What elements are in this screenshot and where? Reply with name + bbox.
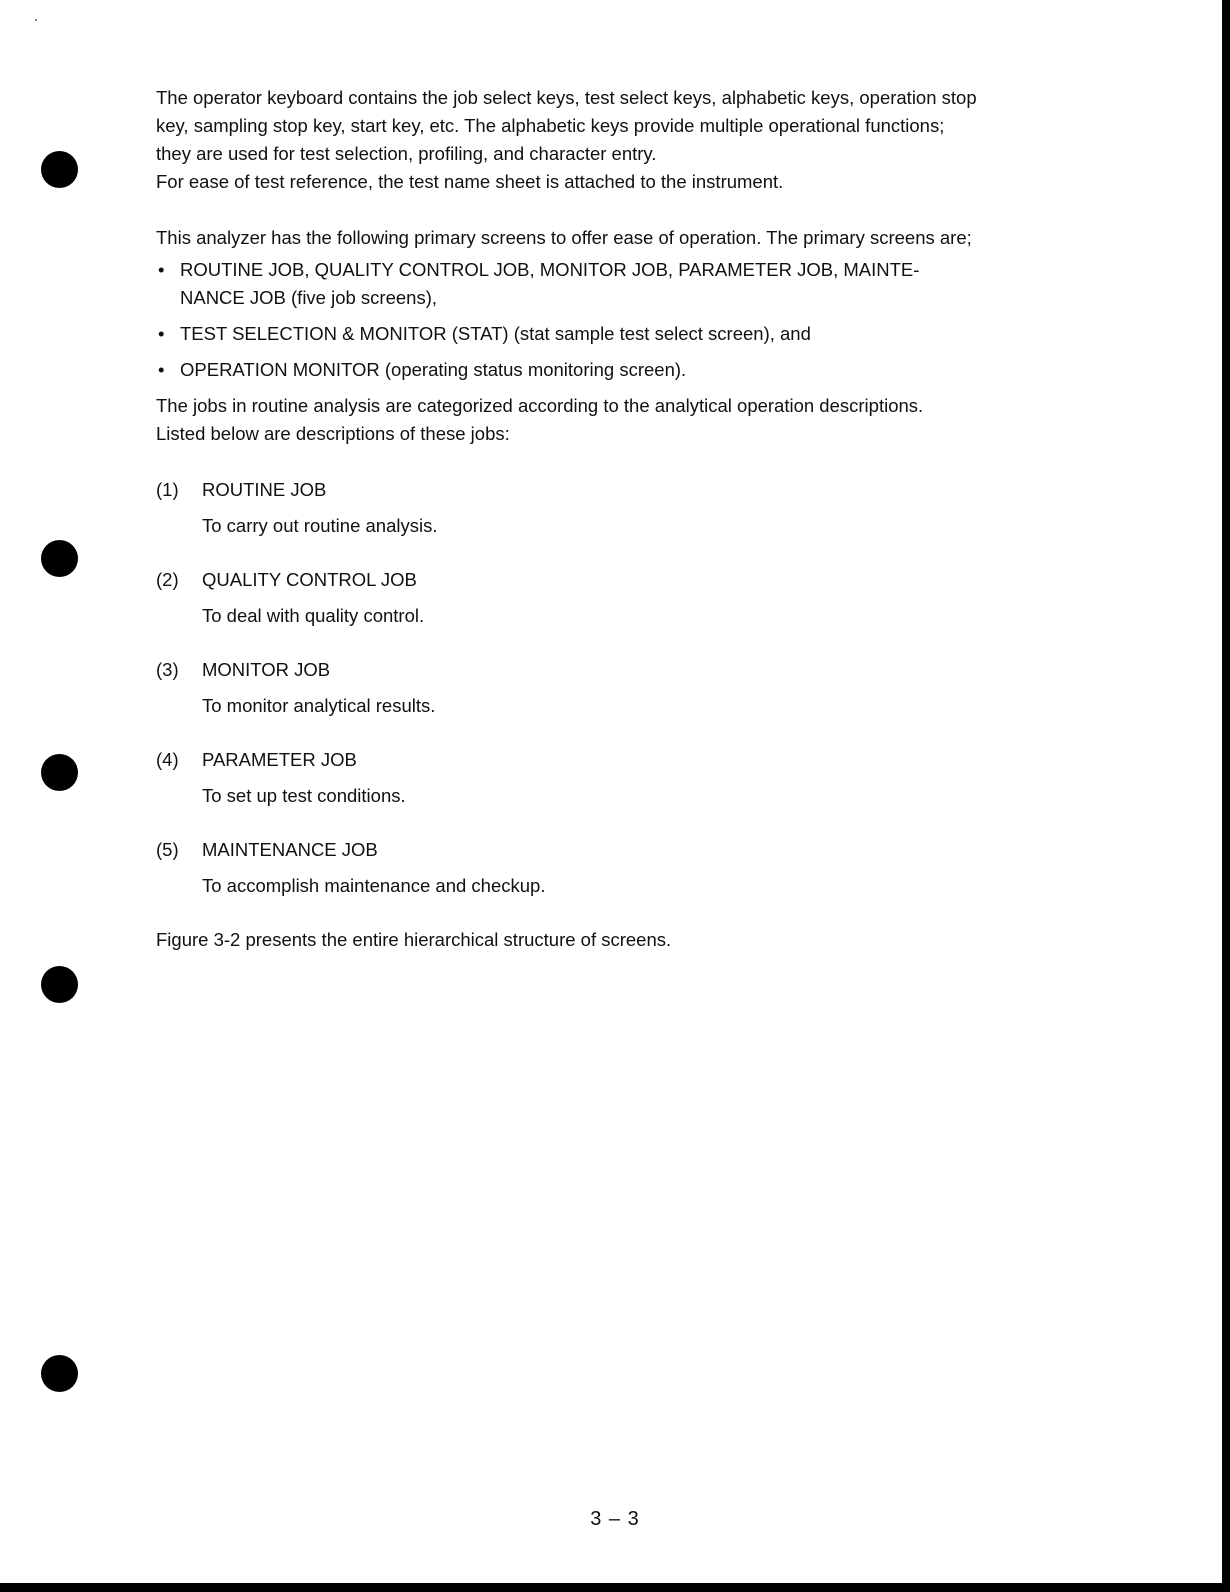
- scan-edge-bottom: [0, 1583, 1230, 1592]
- job-title: MONITOR JOB: [202, 659, 331, 680]
- figure-reference-paragraph: Figure 3-2 presents the entire hierarchical structure of screens.: [156, 929, 672, 950]
- jobs-intro-line: The jobs in routine analysis are categorized according to the analytical operation descriptions.: [156, 395, 924, 416]
- jobs-intro-line: Listed below are descriptions of these jobs:: [156, 423, 510, 444]
- job-entry: [156, 476, 1096, 540]
- job-description: To monitor analytical results.: [202, 695, 436, 716]
- job-description: To accomplish maintenance and checkup.: [202, 875, 546, 896]
- job-title: QUALITY CONTROL JOB: [202, 569, 417, 590]
- bullet-icon: •: [158, 323, 165, 344]
- job-number: (3): [156, 659, 179, 680]
- job-number: (2): [156, 569, 179, 590]
- page-number: 3 – 3: [590, 1508, 640, 1530]
- job-number: (5): [156, 839, 179, 860]
- intro-line: they are used for test selection, profiling, and character entry.: [156, 143, 657, 164]
- intro-line: key, sampling stop key, start key, etc. The alphabetic keys provide multiple operational functions;: [156, 115, 945, 136]
- job-number: (4): [156, 749, 179, 770]
- job-entry: [156, 566, 1096, 630]
- job-number: (1): [156, 479, 179, 500]
- document-body: [156, 84, 1096, 954]
- list-item: [156, 320, 1096, 348]
- list-item: [156, 356, 1096, 384]
- list-item-line: ROUTINE JOB, QUALITY CONTROL JOB, MONITOR JOB, PARAMETER JOB, MAINTE-: [180, 259, 920, 280]
- scan-speck: [35, 19, 37, 21]
- intro-line: For ease of test reference, the test name sheet is attached to the instrument.: [156, 171, 784, 192]
- job-entry: [156, 746, 1096, 810]
- punch-hole: [41, 151, 78, 188]
- intro-paragraph: [156, 84, 1096, 196]
- jobs-intro-paragraph: [156, 392, 1096, 448]
- bullet-icon: •: [158, 259, 165, 280]
- job-title: MAINTENANCE JOB: [202, 839, 378, 860]
- punch-hole: [41, 754, 78, 791]
- job-title: PARAMETER JOB: [202, 749, 357, 770]
- punch-hole: [41, 1355, 78, 1392]
- list-item: [156, 256, 1096, 312]
- punch-hole: [41, 966, 78, 1003]
- list-item-line: NANCE JOB (five job screens),: [180, 287, 438, 308]
- job-description: To carry out routine analysis.: [202, 515, 438, 536]
- job-entry: [156, 656, 1096, 720]
- scan-edge-right: [1222, 0, 1230, 1592]
- intro-line: The operator keyboard contains the job select keys, test select keys, alphabetic keys, operation stop: [156, 87, 977, 108]
- primary-screens-list: [156, 256, 1096, 384]
- screens-intro-paragraph: This analyzer has the following primary screens to offer ease of operation. The primary screens are;: [156, 227, 972, 248]
- list-item-line: TEST SELECTION & MONITOR (STAT) (stat sample test select screen), and: [180, 323, 811, 344]
- bullet-icon: •: [158, 359, 165, 380]
- list-item-line: OPERATION MONITOR (operating status monitoring screen).: [180, 359, 687, 380]
- punch-hole: [41, 540, 78, 577]
- job-description: To set up test conditions.: [202, 785, 406, 806]
- job-description: To deal with quality control.: [202, 605, 425, 626]
- job-entry: [156, 836, 1096, 900]
- job-title: ROUTINE JOB: [202, 479, 327, 500]
